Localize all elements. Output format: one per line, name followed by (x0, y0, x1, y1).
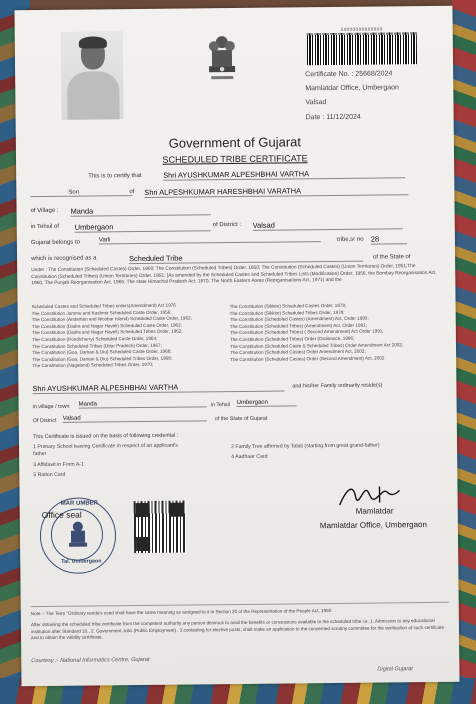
village-value: Manda (71, 205, 211, 216)
signatory-title: Mamlatdar (355, 506, 394, 516)
credential-item: 1 Primary School leaving Certificate in respect of an applicant's father (33, 442, 178, 458)
order-item: The Constitution (Goa, Daman & Diu) Scheduled Caste Order, 1968; (32, 348, 172, 356)
digital-gujarat: Digital Gujarat (377, 666, 413, 673)
national-emblem-icon (205, 32, 240, 86)
order-item: The Constitution Jammu and Kashmir Scheduled Caste Order, 1956; (31, 309, 172, 316)
barcode-number: 24000000000000 (340, 26, 383, 32)
belongs-label: Gujarat belongs to (30, 239, 80, 247)
order-item: The Constitution (Goa, Daman & Diu) Scheduled Tribes Order, 1968; (32, 355, 173, 362)
in-village-value: Manda (79, 400, 207, 408)
state-label: of the State of (373, 254, 411, 261)
office-seal-label: Office seal (41, 509, 82, 521)
certificate-no: 25668/2024 (355, 70, 393, 78)
relation: Son (30, 189, 132, 197)
person-name-again: Shri AYUSHKUMAR ALPESHBHAI VARTHA (32, 382, 284, 395)
certify-label: This is to certify that (88, 172, 142, 180)
tribe-sr-label: tribe,sr no (336, 236, 364, 243)
seal-ring-bottom: Tal. Umbergaon (61, 558, 102, 565)
government-title: Government of Gujarat (168, 134, 302, 151)
order-item: The Constitution (Scheduled Tribes) ( Second Amendment) Act Order 1991; (229, 328, 384, 336)
order-item: The Constitution (Scheduled Castes) Order Amendment Act, 2002; (230, 348, 366, 356)
credential-item: 4 Aadhaar Card (231, 454, 268, 461)
recognised-label: which is recognised as a (31, 255, 97, 263)
credentials-right (231, 442, 421, 462)
order-item: The Constitution (Scheduled Tribes) Order (Ordinance, 1996; (229, 335, 355, 343)
district-top: Valsad (305, 99, 327, 107)
certificate-no-label: Certificate No. : (305, 70, 354, 79)
of-district-value: Valsad (63, 414, 207, 423)
credential-item: 5 Ration Card (33, 472, 66, 479)
seal-emblem-icon (67, 521, 89, 549)
in-tehsil-label: in Tehsil (210, 402, 231, 409)
credential-item: 2 Family Tree affirmed by Talati (starting from great grand-father) (231, 442, 380, 451)
credential-item: 3 Affidavit in Form A-1 (33, 461, 84, 468)
in-village-label: in village / town (32, 403, 70, 411)
district-label: of District : (212, 221, 242, 229)
tribe-value: Varli (99, 235, 321, 244)
document-title: SCHEDULED TRIBE CERTIFICATE (162, 153, 308, 165)
order-item: The Constitution (Scheduled Castes) Order (Second Amendment) Act, 2002 (230, 355, 385, 362)
village-label: of Village : (30, 207, 59, 215)
date-label: Date : (305, 114, 325, 122)
tehsil-value: Umbergaon (75, 221, 211, 232)
order-item: The Constitution (Andaman and Nicobar Island) Scheduled Caste Order, 1962; (31, 315, 192, 323)
of-state-label: of the State of Gujarat (214, 415, 268, 423)
issuing-office: Mamlatdar Office, Umbergaon (305, 84, 399, 93)
signatory-office: Mamlatdar Office, Umbergaon (319, 520, 427, 531)
recognised-as: Scheduled Tribe (129, 252, 363, 264)
order-item: The Constitution (Sikkim) Scheduled Castes Order, 1978; (229, 302, 347, 310)
family-reside-label: and his/her Family ordinarily reside(s) (292, 382, 383, 390)
person-name: Shri AYUSHKUMAR ALPESHBHAI VARTHA (163, 168, 405, 181)
courtesy: Courtesy :- National Informatics Centre, Gujarat (31, 656, 150, 665)
under-text: Under : The Constitution (Scheduled Castes) Order, 1950; The Constitution (Scheduled Tribes) Order, 1950; The Constitution (Scheduled Castes) (Union Territories) Order, 1951;The Constitution (Scheduled Tribes) (Union Territories) Order, 1951; [As amended by the Scheduled Castes and Scheduled Tribes Lists (Modification) Order, 1956, the Bombay Reorganisation Act, 1960, The Punjab Reorganisation Act, 1966, The state Himachal Pradesh Act, 1970, The North Eastern Areas (Reorganisations Act, 1971) and the (31, 264, 437, 287)
order-item: The Constitution (Sikkim) Scheduled Tribes Order, 1978; (229, 309, 345, 316)
parent-name: Shri ALPESHKUMAR HARESHBHAI VARATHA (144, 185, 408, 198)
order-item: Scheduled Castes and Scheduled Tribes orders(Amendment) Act 1976 (31, 302, 176, 310)
note-text: Note :- The Term "Ordinary reside's used shall have the same meaning as assigned to it in Section 20 of the Representation of the People Act, 1950 (31, 602, 449, 618)
certificate-document (14, 6, 459, 687)
seal-ring-top: MAR UMBER (60, 500, 99, 507)
order-item: The Constitution (Dadra and Nagar Haveli) Scheduled Caste Order, 1962; (31, 322, 182, 329)
barcode (307, 32, 417, 65)
of-district-label: Of District (32, 417, 57, 425)
order-item: The Constitution (Pondicherry) Scheduled Caste Order, 1964; (31, 335, 158, 343)
basis-label: This Certificate is issued on the basis of following credential : (32, 432, 179, 441)
of-label: of (129, 189, 135, 196)
date-row (306, 114, 361, 122)
in-tehsil-value: Umbergaon (237, 399, 297, 407)
order-item: The Constitution (Scheduled Tribes) (Amendment) Act, Order 1991; (229, 322, 367, 329)
order-item: The Constitution (Scheduled Castes) (Amendment) Act, Order 1990; (229, 315, 369, 323)
certificate-no-row (305, 70, 392, 78)
order-item: The Constitution (Dadra and Nagar Haveli) Scheduled Tribes Order, 1962; (31, 328, 183, 336)
tehsil-label: in Tehsil of (30, 223, 60, 231)
credentials-left (33, 443, 183, 480)
applicant-photo (61, 31, 124, 120)
order-item: The Constitution (Nagaland) Scheduled Tribes Order, 1970; (32, 362, 154, 369)
tribe-sr-value: 28 (371, 234, 407, 244)
orders-right (230, 302, 441, 364)
footer-text: After obtaining the scheduled tribe certificate from the competent authority any person desirous to avail the benefits or concessions available to the scheduled tribe i.e. 1. Admission to any educational institution after Standard 10., 2. Government Jobs (Public Employment) , 3.contesting for elective posts, shall make an application to the concerned scrutiny committee for the verification of such certificate and to obtain the validity certificate. (30, 617, 445, 641)
orders-left (32, 302, 229, 370)
qr-code (134, 501, 187, 554)
district-value: Valsad (253, 219, 403, 231)
order-item: The Constitution Scheduled Tribes (Uttar Pradesh) Order, 1967; (31, 342, 162, 349)
issue-date: 11/12/2024 (326, 113, 361, 122)
order-item: The Constitution (Scheduled Caste & Scheduled Tribes) Order Amendment Act 2002; (229, 341, 404, 349)
